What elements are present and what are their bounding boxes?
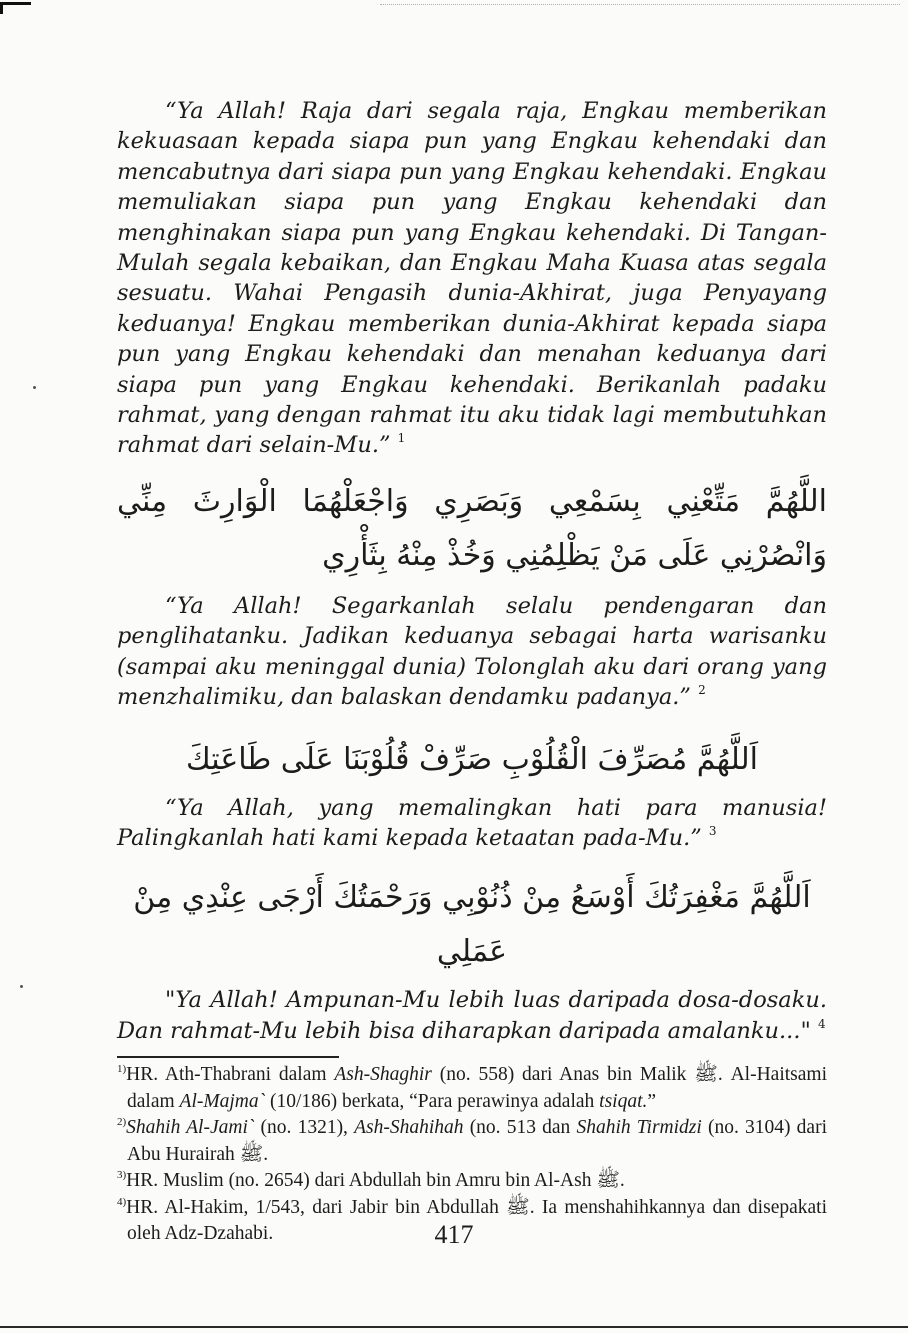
crop-corner-mark: [0, 2, 31, 13]
top-scan-line: [380, 4, 900, 5]
footnote-mark: 1): [117, 1063, 127, 1076]
footnote-2: [117, 1115, 827, 1168]
footnote-text: HR. Muslim (no. 2654) dari Abdullah bin Amru bin Al-Ash ﷺ.: [126, 1170, 625, 1192]
quote-3: [117, 793, 827, 854]
source-title: Shahih Al-Jami`: [126, 1117, 255, 1139]
footnote-text: (10/186) berkata, “Para perawinya adalah: [265, 1090, 600, 1112]
footnote-text: ”: [647, 1090, 657, 1112]
footnote-ref-2: 2: [698, 683, 706, 698]
bottom-scan-line: [0, 1326, 908, 1328]
quote-1: [117, 96, 827, 461]
footnote-mark: 3): [117, 1169, 127, 1182]
footnote-text: (no. 3104) dari Abu Hurairah ﷺ.: [127, 1117, 827, 1165]
quote-4-text: "Ya Allah! Ampunan-Mu lebih luas daripada dosa-dosaku. Dan rahmat-Mu lebih bisa diharapkan daripada amalanku...": [117, 987, 827, 1044]
page-number: 417: [434, 1220, 474, 1249]
source-title: Ash-Shahihah: [354, 1117, 464, 1139]
footnote-mark: 4): [117, 1195, 127, 1208]
footnote-text: HR. Ath-Thabrani dalam: [126, 1064, 335, 1086]
footnote-separator: [117, 1056, 339, 1058]
source-title: Al-Majma`: [179, 1090, 266, 1112]
footnote-term: tsiqat.: [599, 1090, 648, 1112]
quote-4: [117, 985, 827, 1046]
source-title: Ash-Shaghir: [334, 1064, 432, 1086]
source-title: Shahih Tirmidzi: [576, 1117, 702, 1139]
quote-3-text: “Ya Allah, yang memalingkan hati para manusia! Palingkanlah hati kami kepada ketaatan pada-Mu.”: [117, 794, 827, 851]
footnote-1: [117, 1062, 827, 1115]
scan-speck: [20, 985, 23, 988]
footnote-ref-1: 1: [397, 431, 406, 446]
arabic-prayer-1: اللَّهُمَّ مَتِّعْنِي بِسَمْعِي وَبَصَرِي وَاجْعَلْهُمَا الْوَارِثَ مِنِّي وَانْصُرْنِي عَلَى مَنْ يَظْلِمُنِي وَخُذْ مِنْهُ بِثَأْرِي: [117, 483, 827, 573]
footnote-ref-3: 3: [708, 823, 717, 838]
scan-speck: [33, 386, 36, 389]
footnote-ref-4: 4: [817, 1016, 826, 1031]
footnote-text: HR. Al-Hakim, 1/543, dari Jabir bin Abdullah ﷺ. Ia menshahihkannya dan disepakati oleh Adz-Dzahabi.: [126, 1196, 827, 1245]
arabic-prayer-2: اَللَّهُمَّ مُصَرِّفَ الْقُلُوْبِ صَرِّفْ قُلُوْبَنَا عَلَى طَاعَتِكَ: [185, 741, 758, 777]
page-body: [117, 96, 827, 1248]
quote-2: [117, 591, 827, 713]
footnote-mark: 2): [117, 1116, 127, 1129]
footnote-3: [117, 1168, 827, 1195]
arabic-prayer-3: اَللَّهُمَّ مَغْفِرَتُكَ أَوْسَعُ مِنْ ذُنُوْبِي وَرَحْمَتُكَ أَرْجَى عِنْدِي مِنْ عَمَلِي: [133, 880, 811, 970]
footnote-text: (no. 558) dari Anas bin Malik ﷺ. Al-Haitsami dalam: [127, 1064, 827, 1112]
quote-2-text: “Ya Allah! Segarkanlah selalu pendengaran dan penglihatanku. Jadikan keduanya sebagai harta warisanku (sampai aku meninggal dunia) Tolonglah aku dari orang yang menzhalimiku, dan balaskan dendamku padanya.”: [117, 592, 827, 711]
footnote-text: (no. 1321),: [254, 1117, 355, 1139]
quote-1-text: “Ya Allah! Raja dari segala raja, Engkau memberikan kekuasaan kepada siapa pun yang Engkau kehendaki dan mencabutnya dari siapa pun yang Engkau kehendaki. Engkau memuliakan siapa pun yang Engkau kehendaki dan menghinakan siapa pun yang Engkau kehendaki. Di Tangan-Mulah segala kebaikan, dan Engkau Maha Kuasa atas segala sesuatu. Wahai Pengasih dunia-Akhirat, juga Penyayang keduanya! Engkau memberikan dunia-Akhirat kepada siapa pun yang Engkau kehendaki dan menahan keduanya dari siapa pun yang Engkau kehendaki. Berikanlah padaku rahmat, yang dengan rahmat itu aku tidak lagi membutuhkan rahmat dari selain-Mu.”: [117, 98, 827, 459]
footnote-text: (no. 513 dan: [463, 1117, 577, 1139]
